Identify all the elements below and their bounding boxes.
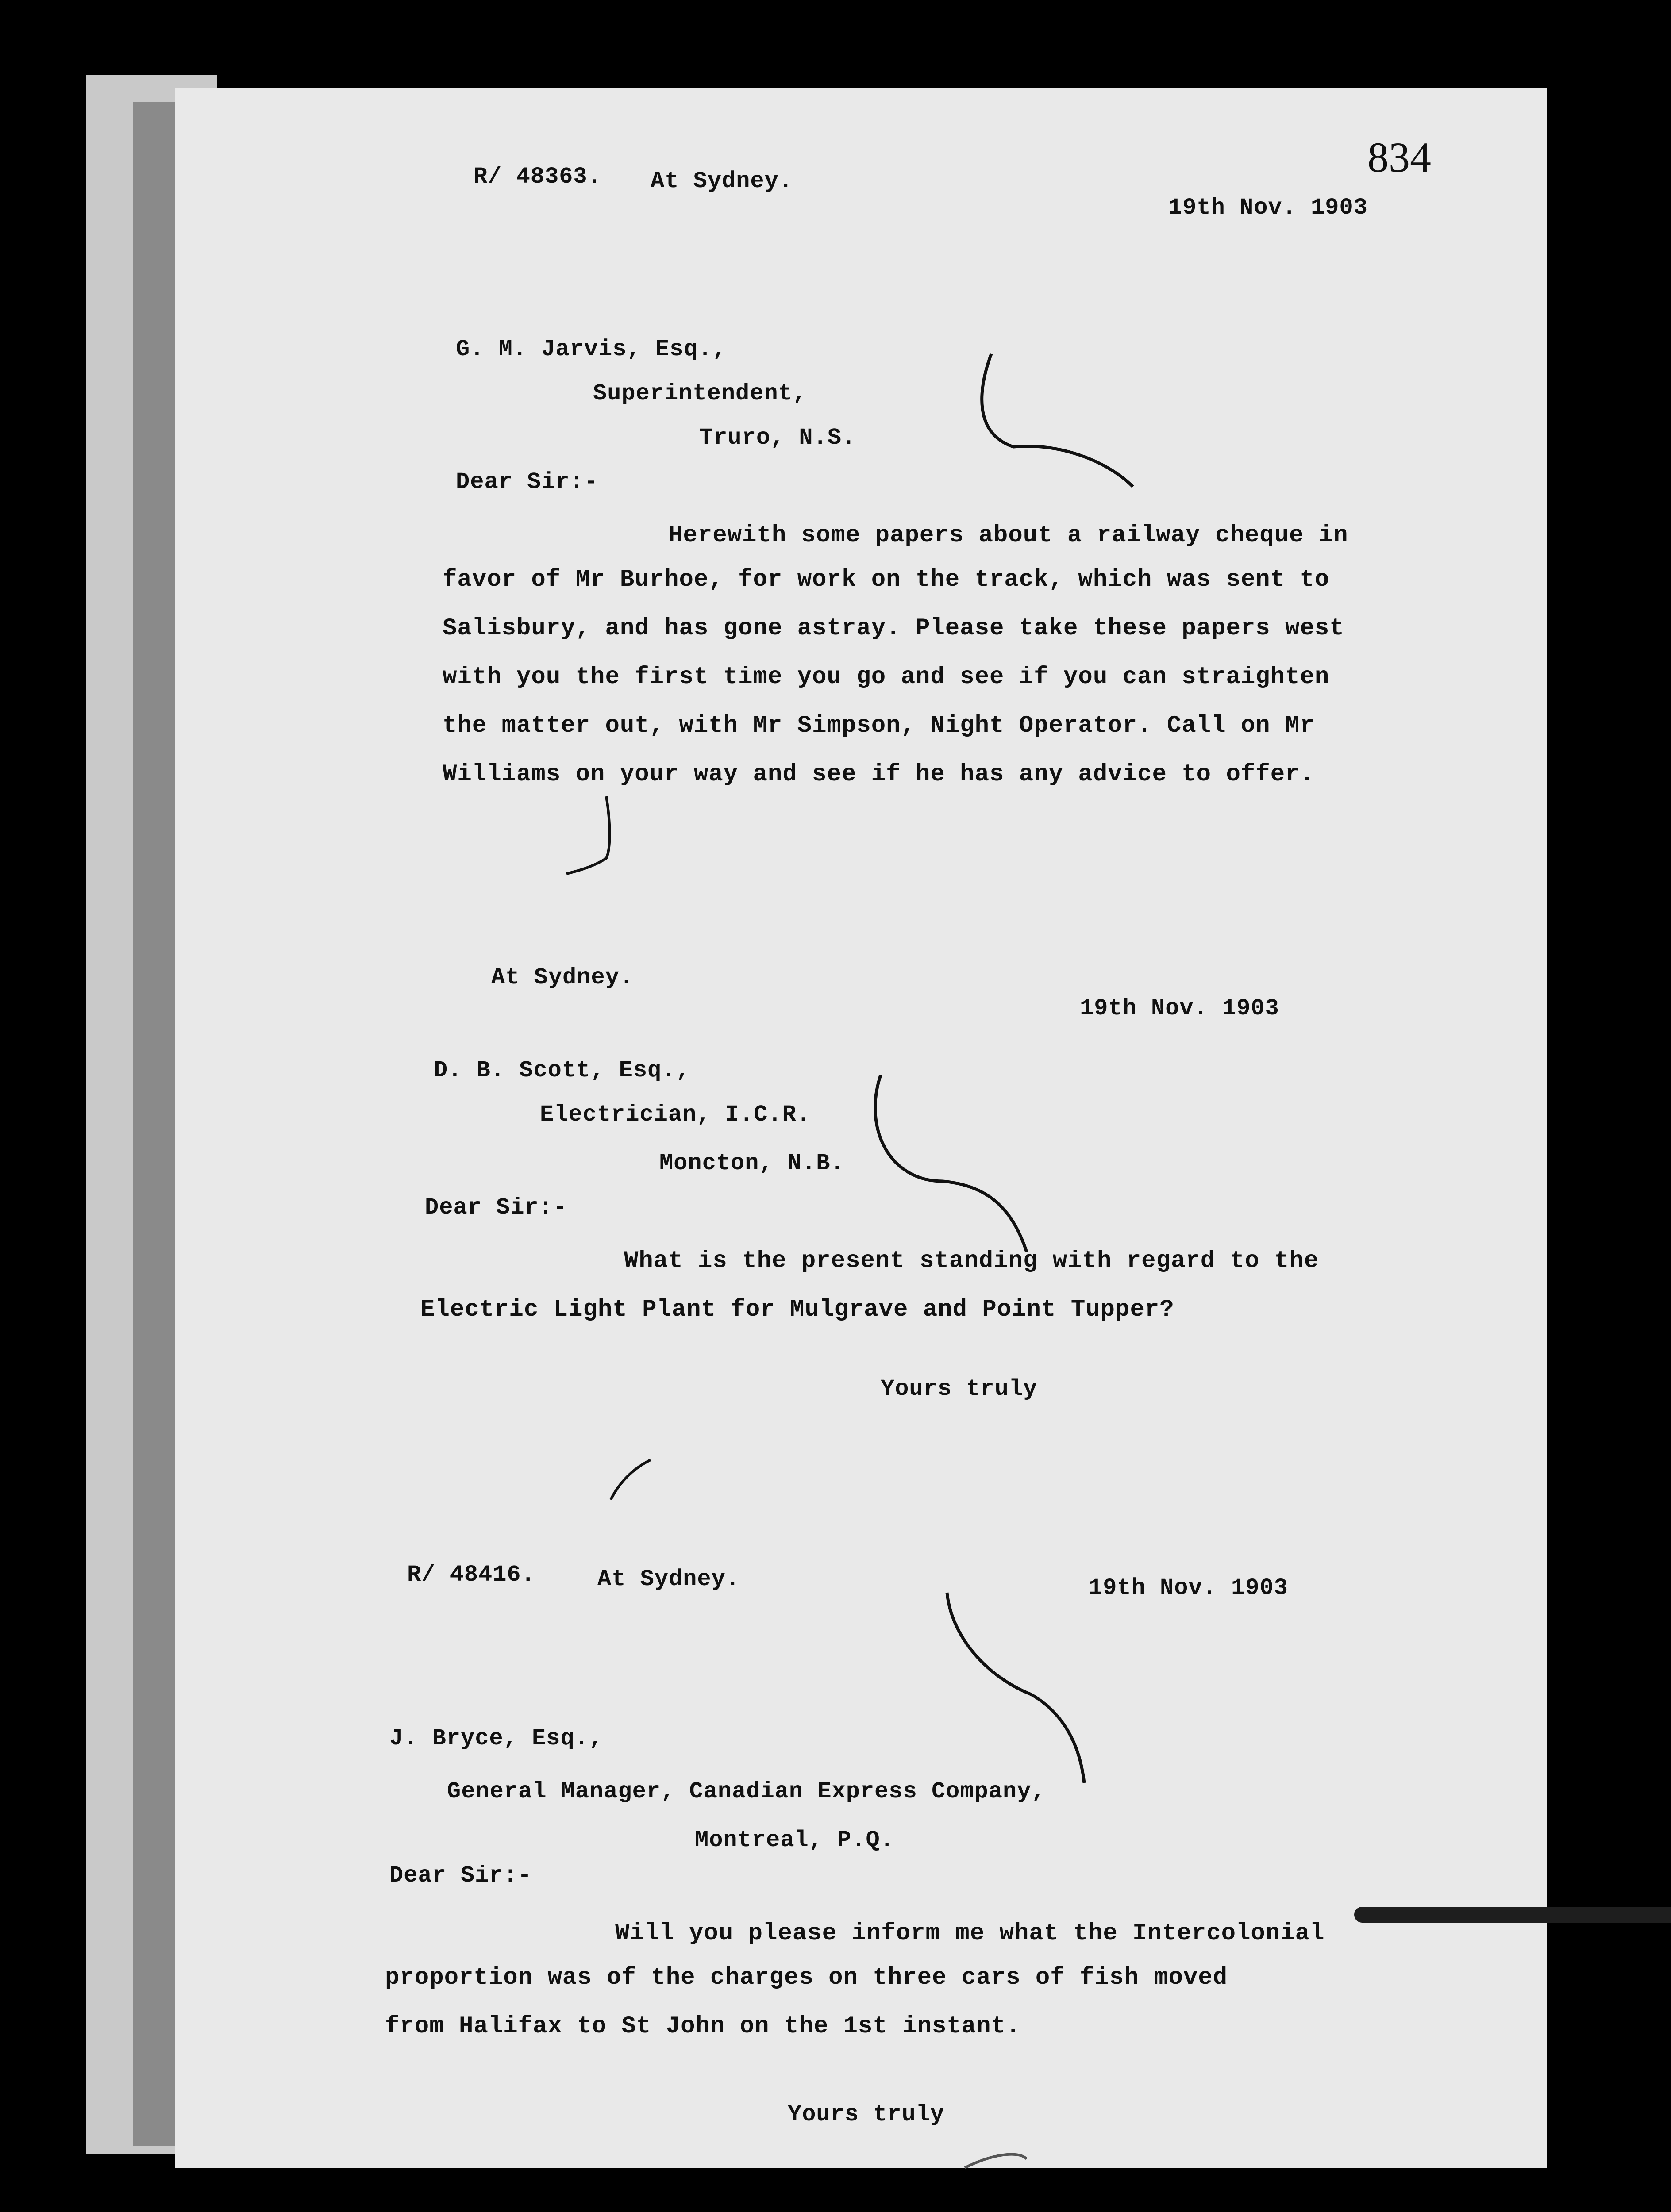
letter-2-body-line: Electric Light Plant for Mulgrave and Point Tupper? [420, 1296, 1174, 1323]
letter-2-salutation: Dear Sir:- [425, 1194, 568, 1221]
letter-1-body-line: Herewith some papers about a railway cheque in [668, 522, 1348, 549]
letter-2-closing: Yours truly [881, 1376, 1038, 1402]
letter-3-ref: R/ 48416. [407, 1562, 535, 1588]
flourish-mark [947, 1593, 1084, 1783]
flourish-mark [611, 1460, 651, 1500]
flourish-mark [875, 1075, 1027, 1252]
letter-1-ref: R/ 48363. [474, 164, 602, 190]
letter-2-addressee: D. B. Scott, Esq., [434, 1057, 690, 1083]
letter-2-title: Electrician, I.C.R. [540, 1102, 811, 1128]
letter-1-location: Truro, N.S. [699, 425, 856, 451]
letter-3-place: At Sydney. [597, 1566, 740, 1592]
letter-3-body-line: proportion was of the charges on three cars of fish moved [385, 1964, 1228, 1991]
letter-2-body-line: What is the present standing with regard to the [624, 1248, 1319, 1275]
flourish-mark [982, 354, 1133, 487]
letter-3-date: 19th Nov. 1903 [1089, 1575, 1288, 1601]
letter-3-location: Montreal, P.Q. [695, 1827, 894, 1853]
letter-2-place: At Sydney. [491, 964, 634, 991]
letter-3-title: General Manager, Canadian Express Company, [447, 1778, 1046, 1805]
letter-1-date: 19th Nov. 1903 [1168, 195, 1368, 221]
flourish-mark [566, 796, 610, 874]
letter-1-body-line: favor of Mr Burhoe, for work on the track, which was sent to [443, 566, 1330, 593]
letter-3-addressee: J. Bryce, Esq., [389, 1725, 604, 1751]
letter-3-body-line: from Halifax to St John on the 1st instant. [385, 2013, 1021, 2040]
letter-3-salutation: Dear Sir:- [389, 1863, 532, 1889]
letter-1-body-line: with you the first time you go and see if you can straighten [443, 664, 1330, 691]
letter-3-body-line: Will you please inform me what the Intercolonial [615, 1920, 1325, 1947]
letter-2-date: 19th Nov. 1903 [1080, 995, 1279, 1022]
letter-1-body-line: Salisbury, and has gone astray. Please take these papers west [443, 615, 1344, 642]
flourish-mark [965, 2154, 1027, 2168]
letter-2-location: Moncton, N.B. [659, 1150, 845, 1176]
letter-1-title: Superintendent, [593, 380, 807, 407]
letter-1-body-line: Williams on your way and see if he has any advice to offer. [443, 761, 1315, 788]
letter-1-place: At Sydney. [651, 168, 793, 194]
letter-3-closing: Yours truly [788, 2101, 945, 2128]
folio-number: 834 [1367, 134, 1431, 181]
letter-1-addressee: G. M. Jarvis, Esq., [456, 336, 727, 362]
letter-1-body-line: the matter out, with Mr Simpson, Night Operator. Call on Mr [443, 712, 1315, 739]
letter-1-salutation: Dear Sir:- [456, 469, 599, 495]
